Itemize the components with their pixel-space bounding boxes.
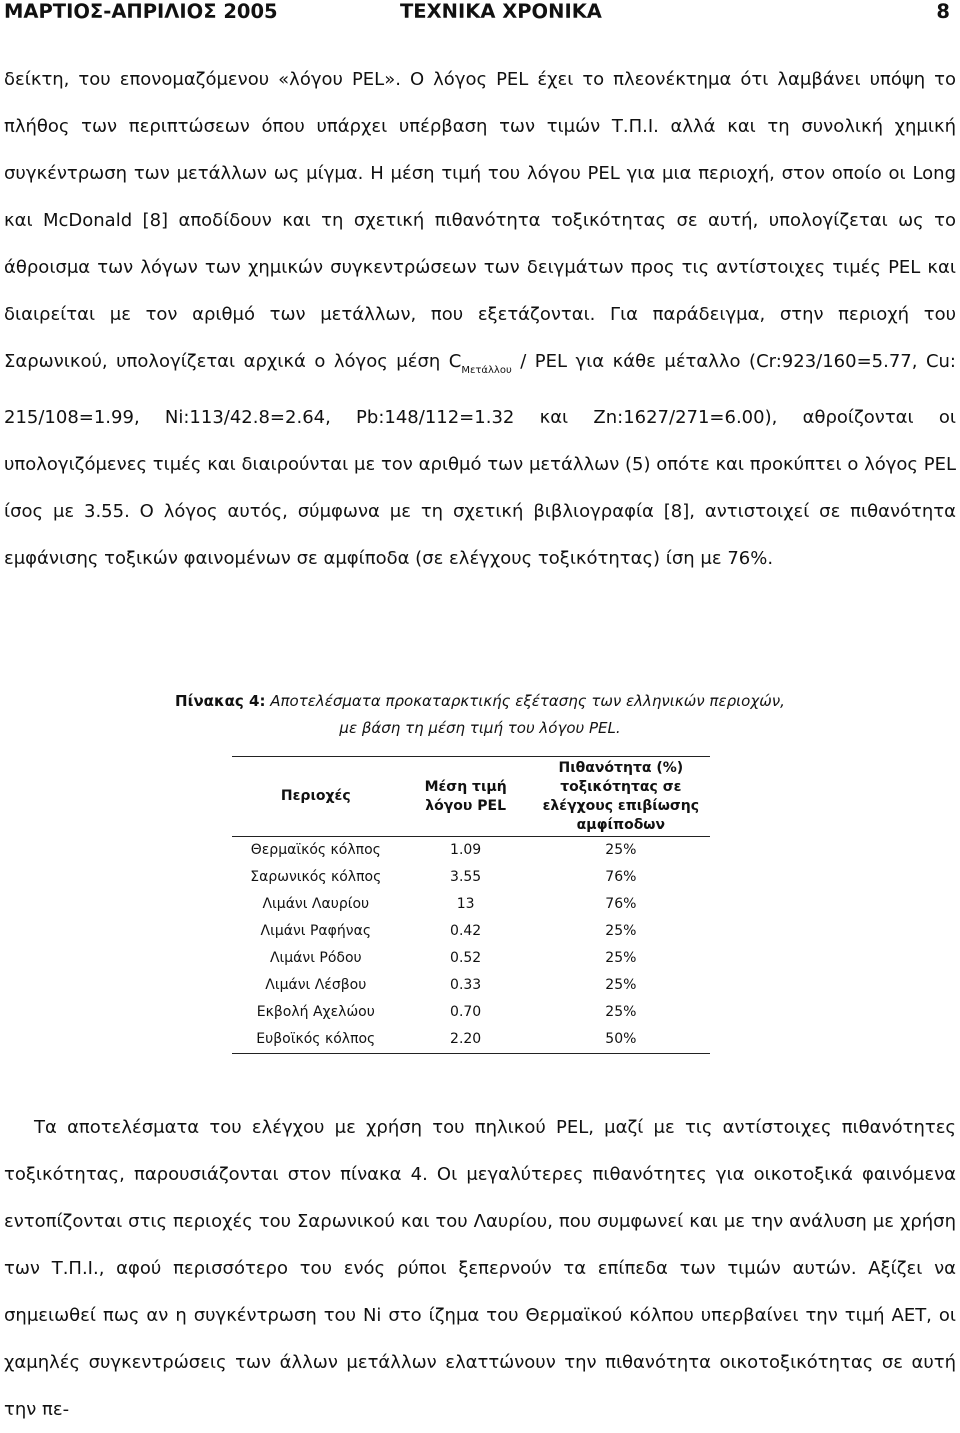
region-cell: Λιμάνι Λέσβου: [265, 977, 367, 993]
region-cell: Ευβοϊκός κόλπος: [232, 1026, 400, 1054]
header-regions: Περιοχές: [232, 757, 400, 837]
page-header: [0, 0, 960, 40]
table-header-row: [232, 757, 710, 837]
header-issue-date: ΜΑΡΤΙΟΣ-ΑΠΡΙΛΙΟΣ 2005: [4, 0, 278, 23]
table-row: [232, 918, 710, 945]
header-mean-pel: Μέση τιμή λόγου PEL: [400, 757, 532, 837]
region-cell: Εκβολή Αχελώου: [256, 1004, 375, 1020]
caption-line-2: με βάση τη μέση τιμή του λόγου PEL.: [339, 719, 621, 737]
paragraph-1-text-b: / PEL για κάθε μέταλλο (Cr:923/160=5.77, Cu: 215/108=1.99, Ni:113/42.8=2.64, Pb:148/112=1.32 και Zn:1627/271=6.00), αθροίζονται οι υπολογιζόμενες τιμές και διαιρούνται με τον αριθμό των μετάλλων (5) οπότε και προκύπτει ο λόγος PEL ίσος με 3.55. Ο λόγος αυτός, σύμφωνα με τη σχετική βιβλιογραφία [8], αντιστοιχεί σε πιθανότητα εμφάνισης τοξικών φαινομένων σε αμφίποδα (σε ελέγχους τοξικότητας) ίση με 76%.: [4, 351, 956, 569]
probability-cell: 25%: [605, 1004, 637, 1020]
table-row: [232, 891, 710, 918]
pel-cell: 3.55: [450, 869, 482, 885]
probability-cell: 76%: [605, 869, 637, 885]
results-table: [232, 756, 710, 1054]
table-row: [232, 945, 710, 972]
probability-cell: 25%: [605, 950, 637, 966]
table-row: [232, 837, 710, 865]
pel-cell: 13: [456, 896, 475, 912]
table-row: [232, 864, 710, 891]
table-row: [232, 999, 710, 1026]
body-paragraph-1: [4, 56, 956, 582]
probability-cell: 25%: [605, 923, 637, 939]
header-journal-title: ΤΕΧΝΙΚΑ ΧΡΟΝΙΚΑ: [400, 0, 602, 23]
pel-cell: 2.20: [400, 1026, 532, 1054]
table-row: [232, 972, 710, 999]
caption-label: Πίνακας 4:: [175, 692, 266, 710]
pel-cell: 0.70: [450, 1004, 482, 1020]
region-cell: Σαρωνικός κόλπος: [250, 869, 382, 885]
probability-cell: 25%: [605, 977, 637, 993]
pel-cell: 0.42: [450, 923, 482, 939]
probability-cell: 50%: [532, 1026, 710, 1054]
paragraph-1-text-a: δείκτη, του επονομαζόμενου «λόγου PEL». Ο λόγος PEL έχει το πλεονέκτημα ότι λαμβάνει υπόψη το πλήθος των περιπτώσεων όπου υπάρχει υπέρβαση των τιμών Τ.Π.Ι. αλλά και τη συνολική χημική συγκέντρωση των μετάλλων ως μίγμα. Η μέση τιμή του λόγου PEL για μια περιοχή, στον οποίο οι Long και McDonald [8] αποδίδουν και τη σχετική πιθανότητα τοξικότητας σε αυτή, υπολογίζεται ως το άθροισμα των λόγων των χημικών συγκεντρώσεων των δειγμάτων προς τις αντίστοιχες τιμές PEL και διαιρείται με τον αριθμό των μετάλλων, που εξετάζονται. Για παράδειγμα, στην περιοχή του Σαρωνικού, υπολογίζεται αρχικά ο λόγος μέση C: [4, 69, 956, 372]
pel-cell: 1.09: [450, 842, 482, 858]
region-cell: Λιμάνι Λαυρίου: [262, 896, 370, 912]
body-paragraph-2: Τα αποτελέσματα του ελέγχου με χρήση του πηλικού PEL, μαζί με τις αντίστοιχες πιθανότητες τοξικότητας, παρουσιάζονται στον πίνακα 4. Οι μεγαλύτερες πιθανότητες για οικοτοξικά φαινόμενα εντοπίζονται στις περιοχές του Σαρωνικού και του Λαυρίου, που συμφωνεί και με την ανάλυση με χρήση των Τ.Π.Ι., αφού περισσότερο του ενός ρύποι ξεπερνούν τα επίπεδα των τιμών αυτών. Αξίζει να σημειωθεί πως αν η συγκέντρωση του Ni στο ίζημα του Θερμαϊκού κόλπου υπερβαίνει την τιμή ΑΕΤ, οι χαμηλές συγκεντρώσεις των άλλων μετάλλων ελαττώνουν την πιθανότητα οικοτοξικότητας σε αυτή την πε-: [4, 1117, 956, 1420]
caption-line-1: Αποτελέσματα προκαταρκτικής εξέτασης των ελληνικών περιοχών,: [265, 692, 785, 710]
table-caption: [20, 688, 940, 742]
header-page-number: 8: [936, 0, 950, 23]
probability-cell: 76%: [605, 896, 637, 912]
pel-cell: 0.52: [450, 950, 482, 966]
region-cell: Θερμαϊκός κόλπος: [250, 842, 381, 858]
pel-cell: 0.33: [450, 977, 482, 993]
probability-cell: 25%: [605, 842, 637, 858]
region-cell: Λιμάνι Ραφήνας: [260, 923, 372, 939]
header-toxicity-probability: Πιθανότητα (%) τοξικότητας σε ελέγχους επιβίωσης αμφίποδων: [532, 757, 710, 837]
table-row: [232, 1026, 710, 1054]
metal-subscript: Μετάλλου: [461, 365, 512, 376]
region-cell: Λιμάνι Ρόδου: [269, 950, 362, 966]
